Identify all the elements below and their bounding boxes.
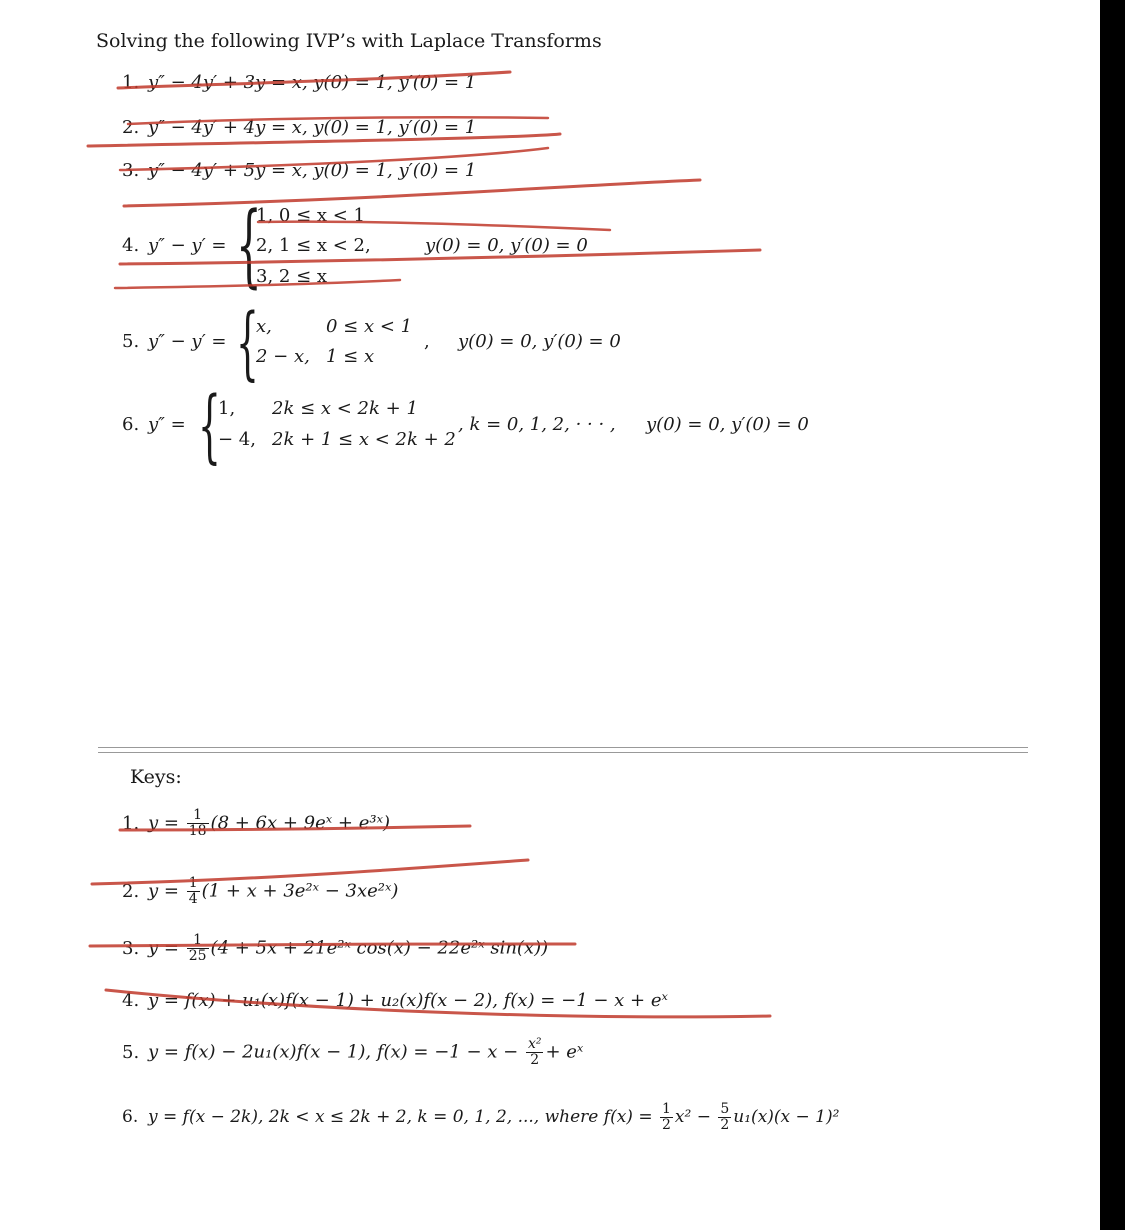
strike-key-3 bbox=[90, 944, 575, 946]
fraction-numerator: 5 bbox=[720, 1101, 730, 1117]
strike-key-2 bbox=[92, 860, 528, 884]
problem-lhs: y″ − y′ = bbox=[148, 235, 227, 256]
key-number: 2. bbox=[122, 880, 140, 902]
problem-number: 2. bbox=[122, 117, 140, 138]
problem-6-case-1-value: 1, bbox=[218, 398, 236, 419]
fraction-numerator: 1 bbox=[187, 808, 209, 824]
key-expression-start: y = f(x − 2k), 2k < x ≤ 2k + 2, k = 0, 1, 2, ..., where f(x) = bbox=[148, 1107, 653, 1127]
problem-number: 4. bbox=[122, 235, 140, 256]
problem-number: 6. bbox=[122, 414, 140, 435]
key-expression: (4 + 5x + 21e²ˣ cos(x) − 22e²ˣ sin(x)) bbox=[210, 937, 549, 959]
left-brace: { bbox=[236, 193, 262, 298]
page-edge-bar bbox=[1100, 0, 1125, 1230]
fraction-denominator: 4 bbox=[188, 891, 198, 907]
key-expression-end: u₁(x)(x − 1)² bbox=[733, 1107, 840, 1127]
strike-problem-3-b bbox=[124, 180, 700, 206]
key-expression: (8 + 6x + 9eˣ + e³ˣ) bbox=[210, 812, 390, 834]
problem-6-case-2-value: − 4, bbox=[218, 429, 256, 450]
strike-problem-3-a bbox=[120, 148, 548, 170]
key-expression-start: y = f(x) − 2u₁(x)f(x − 1), f(x) = −1 − x − bbox=[148, 1041, 519, 1063]
problem-6-case-1-condition: 2k ≤ x < 2k + 1 bbox=[272, 398, 418, 419]
problem-5-case-2-condition: 1 ≤ x bbox=[326, 346, 375, 367]
fraction-denominator: 2 bbox=[530, 1052, 540, 1068]
fraction-numerator: x² bbox=[527, 1036, 542, 1052]
problem-equation: y″ − 4y′ + 3y = x, y(0) = 1, y′(0) = 1 bbox=[148, 72, 477, 93]
fraction-denominator: 18 bbox=[188, 823, 207, 839]
left-brace: { bbox=[236, 296, 259, 389]
key-expression: y = f(x) + u₁(x)f(x − 1) + u₂(x)f(x − 2), f(x) = −1 − x + eˣ bbox=[148, 990, 668, 1011]
problem-equation: y″ − 4y′ + 5y = x, y(0) = 1, y′(0) = 1 bbox=[148, 160, 477, 181]
fraction-denominator: 2 bbox=[720, 1117, 730, 1133]
problem-6-k-range: , k = 0, 1, 2, · · · , bbox=[458, 414, 616, 435]
key-number: 4. bbox=[122, 990, 140, 1011]
strike-key-1 bbox=[120, 826, 470, 830]
fraction-numerator: 1 bbox=[187, 933, 209, 949]
key-expression-end: + eˣ bbox=[545, 1041, 584, 1063]
problem-4-initial-conditions: y(0) = 0, y′(0) = 0 bbox=[425, 235, 588, 256]
problem-5-case-2-value: 2 − x, bbox=[256, 346, 310, 367]
fraction-denominator: 2 bbox=[661, 1117, 671, 1133]
fraction-denominator: 25 bbox=[188, 948, 207, 964]
problem-4-case-1: 1, 0 ≤ x < 1 bbox=[256, 205, 366, 226]
key-number: 1. bbox=[122, 812, 140, 834]
problem-5-case-1-condition: 0 ≤ x < 1 bbox=[326, 316, 413, 337]
problem-lhs: y″ − y′ = bbox=[148, 331, 227, 352]
key-expression-middle: x² − bbox=[674, 1107, 711, 1127]
strike-problem-4-c bbox=[115, 280, 400, 288]
key-number: 5. bbox=[122, 1041, 140, 1063]
problem-4-case-2: 2, 1 ≤ x < 2, bbox=[256, 235, 371, 256]
fraction-numerator: 1 bbox=[188, 875, 198, 891]
fraction-numerator: 1 bbox=[661, 1101, 671, 1117]
problem-number: 3. bbox=[122, 160, 140, 181]
left-brace: { bbox=[198, 379, 221, 472]
key-lhs: y = bbox=[148, 937, 179, 959]
problem-equation: y″ − 4y′ + 4y = x, y(0) = 1, y′(0) = 1 bbox=[148, 117, 477, 138]
strike-problem-4-a bbox=[258, 222, 610, 230]
strike-problem-4-b bbox=[120, 250, 760, 264]
strike-problem-2-b bbox=[88, 134, 560, 146]
problem-5-initial-conditions: y(0) = 0, y′(0) = 0 bbox=[458, 331, 621, 352]
problem-6-initial-conditions: y(0) = 0, y′(0) = 0 bbox=[646, 414, 809, 435]
keys-heading: Keys: bbox=[130, 766, 182, 788]
problem-5-comma: , bbox=[424, 331, 430, 352]
problem-4-case-3: 3, 2 ≤ x bbox=[256, 266, 328, 287]
strike-problem-1 bbox=[118, 72, 510, 88]
problem-number: 5. bbox=[122, 331, 140, 352]
problem-number: 1. bbox=[122, 72, 140, 93]
key-number: 3. bbox=[122, 937, 140, 959]
page-title: Solving the following IVP’s with Laplace Transforms bbox=[96, 30, 602, 52]
key-number: 6. bbox=[122, 1107, 139, 1127]
problem-5-case-1-value: x, bbox=[256, 316, 272, 337]
strike-problem-2-a bbox=[128, 117, 548, 124]
key-lhs: y = bbox=[148, 880, 179, 902]
problem-6-case-2-condition: 2k + 1 ≤ x < 2k + 2 bbox=[272, 429, 456, 450]
problem-lhs: y″ = bbox=[148, 414, 186, 435]
strike-key-4 bbox=[106, 990, 770, 1017]
key-lhs: y = bbox=[148, 812, 179, 834]
key-expression: (1 + x + 3e²ˣ − 3xe²ˣ) bbox=[201, 880, 399, 902]
